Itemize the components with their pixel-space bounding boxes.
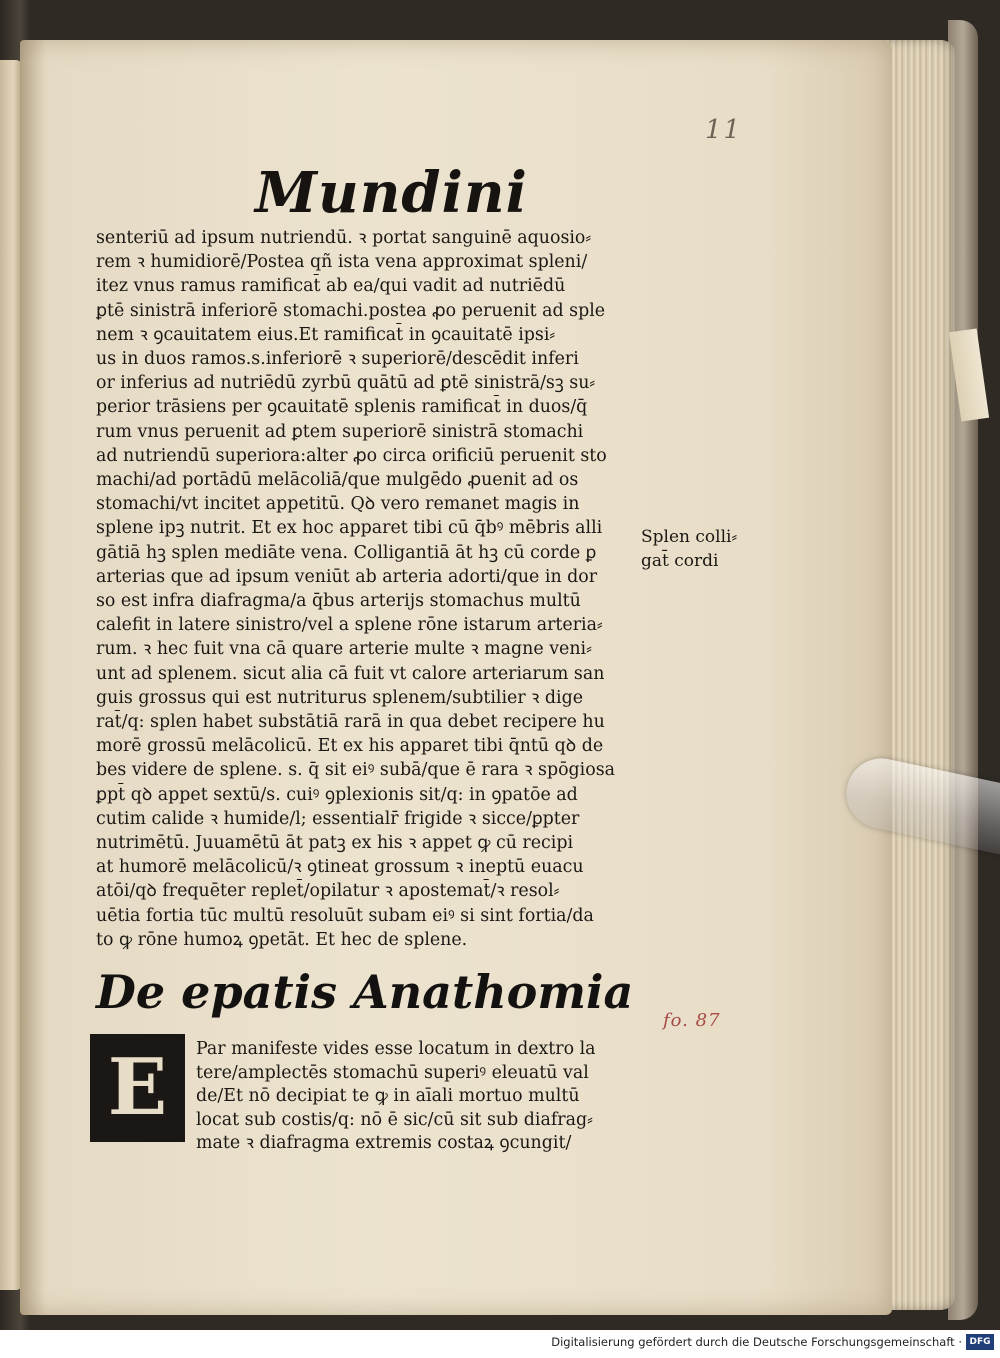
- running-head: Mundini: [255, 160, 528, 226]
- dfg-logo: DFG: [966, 1334, 994, 1350]
- text-line: at humorē melācolicū/ꝛ ꝯtineat grossum ꝛ ineptū euacu: [96, 857, 584, 878]
- text-line: or inferius ad nutriēdū zyrbū quātū ad ꝑtē sinistrā/sꝫ su⸗: [96, 373, 596, 394]
- text-line: rum. ꝛ hec fuit vna cā quare arterie multe ꝛ magne veni⸗: [96, 639, 592, 660]
- body-text: [96, 226, 646, 952]
- chapter-text: [196, 1038, 636, 1156]
- section-heading: De epatis Anathomia: [96, 965, 634, 1019]
- chapter-line: locat̄ sub costis/q: nō ē sic/cū sit sub diafrag⸗: [196, 1109, 593, 1130]
- text-line: stomachi/vt incitet appetitū. Qꝺ vero remanet magis in: [96, 494, 580, 515]
- text-line: bes videre de splene. s. q̄ sit eiꝰ subā/que ē rara ꝛ spōgiosa: [96, 760, 616, 781]
- text-line: us in duos ramos.s.inferiorē ꝛ superiorē/descēdit inferi: [96, 349, 579, 370]
- text-line: nem ꝛ ꝯcauitatem eius.Et ramificat̄ in ꝯcauitatē ipsi⸗: [96, 324, 556, 345]
- folio-number: 11: [705, 115, 743, 145]
- text-line: splene ipꝫ nutrit. Et ex hoc apparet tibi cū q̄bꝰ mēbris alli: [96, 518, 603, 539]
- text-line: calefit in latere sinistro/vel a splene rōne istarum arteria⸗: [96, 615, 603, 636]
- text-line: machi/ad portādū melācoliā/que mulgēdo ꝓuenit ad os: [96, 470, 579, 491]
- text-line: perior trāsiens per ꝯcauitatē splenis ramificat̄ in duos/q̄: [96, 397, 588, 418]
- chapter-line: mate ꝛ diafragma extremis costaꝝ ꝯcungit̄/: [196, 1133, 572, 1153]
- footer-credit: Digitalisierung gefördert durch die Deutsche Forschungsgemeinschaft ·: [551, 1335, 962, 1349]
- margin-note-line: Splen colli⸗: [641, 527, 738, 547]
- initial-letter: E: [107, 1042, 168, 1133]
- text-line: rum vnus peruenit ad ꝑtem superiorē sinistrā stomachi: [96, 421, 584, 442]
- text-line: atōi/qꝺ frequēter replet̄/opilatur ꝛ apostemat̄/ꝛ resol⸗: [96, 881, 560, 902]
- text-line: guis grossus qui est nutriturus splenem/subtilier ꝛ dige: [96, 687, 584, 708]
- left-page-edge: [0, 60, 22, 1290]
- text-line: uētia fortia tūc multū resoluūt subam eiꝰ si sint fortia/da: [96, 905, 594, 926]
- text-line: cutim calide ꝛ humide/l; essentialr̄ frigide ꝛ sicce/ꝑpter: [96, 808, 580, 829]
- text-line: so est infra diafragma/a q̄bus arterijs stomachus multū: [96, 591, 581, 612]
- margin-note-line: gat̄ cordi: [641, 551, 719, 571]
- text-line: senteriū ad ipsum nutriendū. ꝛ portat sanguinē aquosio⸗: [96, 228, 592, 248]
- text-line: ad nutriendū superiora:alter ꝓo circa orificiū peruenit sto: [96, 445, 607, 466]
- text-line: rat̄/q: splen habet substātiā rarā in qua debet recipere hu: [96, 712, 605, 733]
- chapter-line: Par manifeste vides esse locatum in dextro la: [196, 1039, 596, 1059]
- text-line: rem ꝛ humidiorē/Postea qñ ista vena approximat spleni/: [96, 252, 588, 273]
- text-line: gātiā hꝫ splen mediāte vena. Colligantiā āt hꝫ cū corde ꝑ: [96, 542, 597, 563]
- text-line: ꝑpt̄ qꝺ appet sextū/s. cuiꝰ ꝯplexionis sit/q: in ꝯpatōe ad: [96, 784, 578, 805]
- text-line: arterias que ad ipsum veniūt ab arteria adorti/que in dor: [96, 566, 598, 587]
- text-line: to ꝙ rōne humoꝝ ꝯpetāt. Et hec de splene.: [96, 929, 468, 950]
- text-line: unt ad splenem. sicut alia cā fuit vt calore arteriarum san: [96, 663, 605, 684]
- decorated-initial: [90, 1034, 185, 1142]
- text-line: morē grossū melācolicū. Et ex his apparet tibi q̄ntū qꝺ de: [96, 736, 604, 757]
- pencil-annotation: fo. 87: [663, 1010, 721, 1031]
- text-line: itez vnus ramus ramificat̄ ab ea/qui vadit ad nutriēdū: [96, 276, 566, 297]
- chapter-line: tere/amplectēs stomachū superiꝰ eleuatū val: [196, 1062, 589, 1083]
- text-line: ꝑtē sinistrā inferiorē stomachi.postea ꝓo peruenit ad sple: [96, 300, 606, 321]
- chapter-line: de/Et nō decipiat te ꝙ in aīali mortuo multū: [196, 1086, 580, 1106]
- text-line: nutrimētū. Juuamētū āt patꝫ ex his ꝛ appet ꝙ cū recipi: [96, 833, 574, 854]
- margin-note: [641, 525, 737, 573]
